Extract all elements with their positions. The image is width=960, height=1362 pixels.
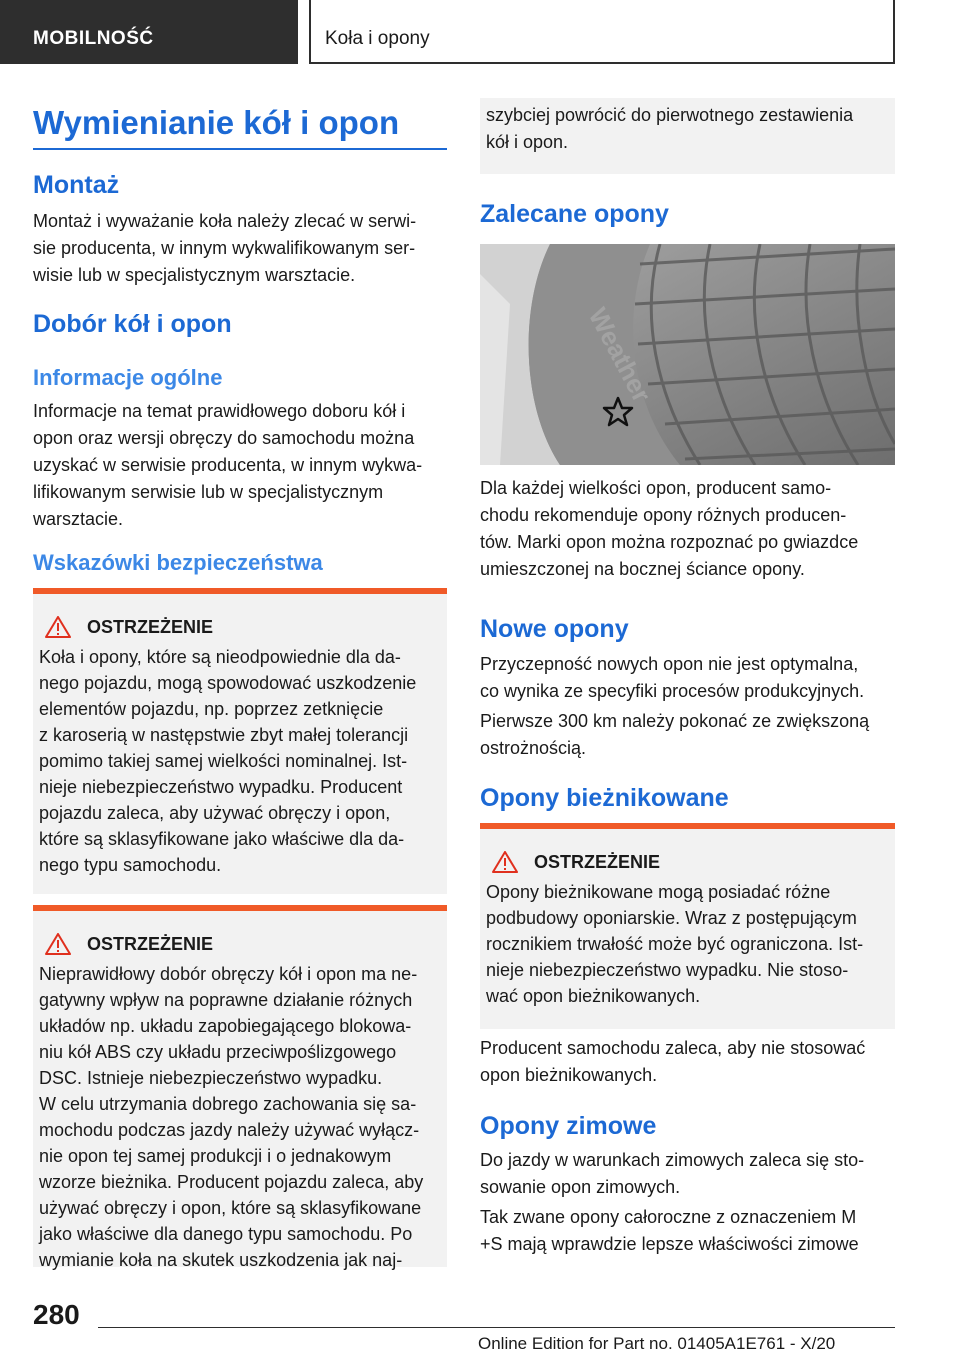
text-winter-2: Tak zwane opony całoroczne z oznaczeniem M +S mają wprawdzie lepsze właściwości zimowe: [480, 1207, 859, 1254]
heading-dobor: Dobór kół i opon: [33, 310, 232, 338]
continued-box: szybciej powrócić do pierwotnego zestawienia kół i opon.: [480, 98, 895, 174]
warning-triangle-icon: [45, 933, 71, 955]
heading-recommended: Zalecane opony: [480, 200, 669, 228]
section-label: MOBILNOŚĆ: [33, 28, 154, 49]
warning-box-1: [33, 588, 447, 894]
warning-box-3: [480, 823, 895, 1029]
warning-triangle-icon: [45, 616, 71, 638]
tire-sidewall-text: Weather: [582, 302, 658, 407]
text-recommended: Dla każdej wielkości opon, producent samo- chodu rekomenduje opony różnych producen- tów. Marki opon można rozpoznać po gwiazdce umieszczonej na bocznej ściance opony.: [480, 478, 859, 579]
text-retread: Producent samochodu zaleca, aby nie stosować opon bieżnikowanych.: [480, 1038, 866, 1085]
warning-label-1: OSTRZEŻENIE: [87, 616, 214, 637]
warning-text-1: Koła i opony, które są nieodpowiednie dla da- nego pojazdu, mogą spowodować uszkodzenie elementów pojazdu, np. poprzez zetknięcie z karoserią w następstwie zbyt małej tolerancji pomimo takiej samej wielkości nominalnej. Ist- nieje niebezpieczeństwo wypadku. Producent pojazdu zaleca, aby używać obręczy i opon, które są sklasyfikowane jako właściwe dla da- nego typu samochodu.: [39, 647, 417, 875]
footer-rule: [98, 1327, 895, 1328]
chapter-label: Koła i opony: [325, 28, 430, 49]
footer-edition: Online Edition for Part no. 01405A1E761 - X/20: [478, 1334, 836, 1353]
text-new-2: Pierwsze 300 km należy pokonać ze zwiększoną ostrożnością.: [480, 711, 870, 758]
warning-text-2: Nieprawidłowy dobór obręczy kół i opon ma ne- gatywny wpływ na poprawne działanie różnych układów np. układu zapobiegającego blokowa- niu kół ABS czy układu przeciwpoślizgowego DSC. Istnieje niebezpieczeństwo wypadku. W celu utrzymania dobrego zachowania się sa- mochodu podczas jazdy należy używać wyłącz- nie opon tej samej produkcji i o jednakowym wzorze bieżnika. Producent pojazdu zaleca, aby używać obręczy i opon, które są sklasyfikowane jako właściwe dla danego typu samochodu. Po wymianie koła na skutek uszkodzenia jak naj-: [39, 964, 424, 1270]
heading-info: Informacje ogólne: [33, 365, 223, 390]
heading-new: Nowe opony: [480, 615, 629, 643]
text-new-1: Przyczepność nowych opon nie jest optymalna, co wynika ze specyfiki procesów produkcyjnych.: [480, 654, 865, 701]
text-info: Informacje na temat prawidłowego doboru kół i opon oraz wersji obręczy do samochodu można uzyskać w serwisie producenta, w innym wykwa- lifikowanym serwisie lub w specjalistycznym warsztacie.: [33, 401, 423, 529]
text-montaz: Montaż i wyważanie koła należy zlecać w serwi- sie producenta, w innym wykwalifikowanym ser- wisie lub w specjalistycznym warsztacie.: [33, 211, 417, 285]
heading-retread: Opony bieżnikowane: [480, 784, 729, 812]
heading-safety: Wskazówki bezpieczeństwa: [33, 550, 323, 575]
heading-winter: Opony zimowe: [480, 1112, 657, 1140]
page-number: 280: [33, 1299, 80, 1330]
section-tab: [0, 0, 298, 64]
chapter-tab: [309, 0, 895, 64]
warning-label-3: OSTRZEŻENIE: [534, 851, 661, 872]
warning-label-2: OSTRZEŻENIE: [87, 933, 214, 954]
heading-montaz: Montaż: [33, 171, 120, 199]
warning-box-2: [33, 905, 447, 1270]
warning-text-3: Opony bieżnikowane mogą posiadać różne podbudowy oponiarskie. Wraz z postępującym rocznikiem trwałość może być ograniczona. Ist- nieje niebezpieczeństwo wypadku. Nie stoso- wać opon bieżnikowanych.: [486, 882, 864, 1006]
warning-triangle-icon: [492, 851, 518, 873]
tire-sidewall-image: [480, 244, 895, 465]
text-winter-1: Do jazdy w warunkach zimowych zaleca się sto- sowanie opon zimowych.: [480, 1150, 865, 1197]
page-title: Wymienianie kół i opon: [33, 104, 400, 141]
title-rule: [33, 148, 447, 150]
